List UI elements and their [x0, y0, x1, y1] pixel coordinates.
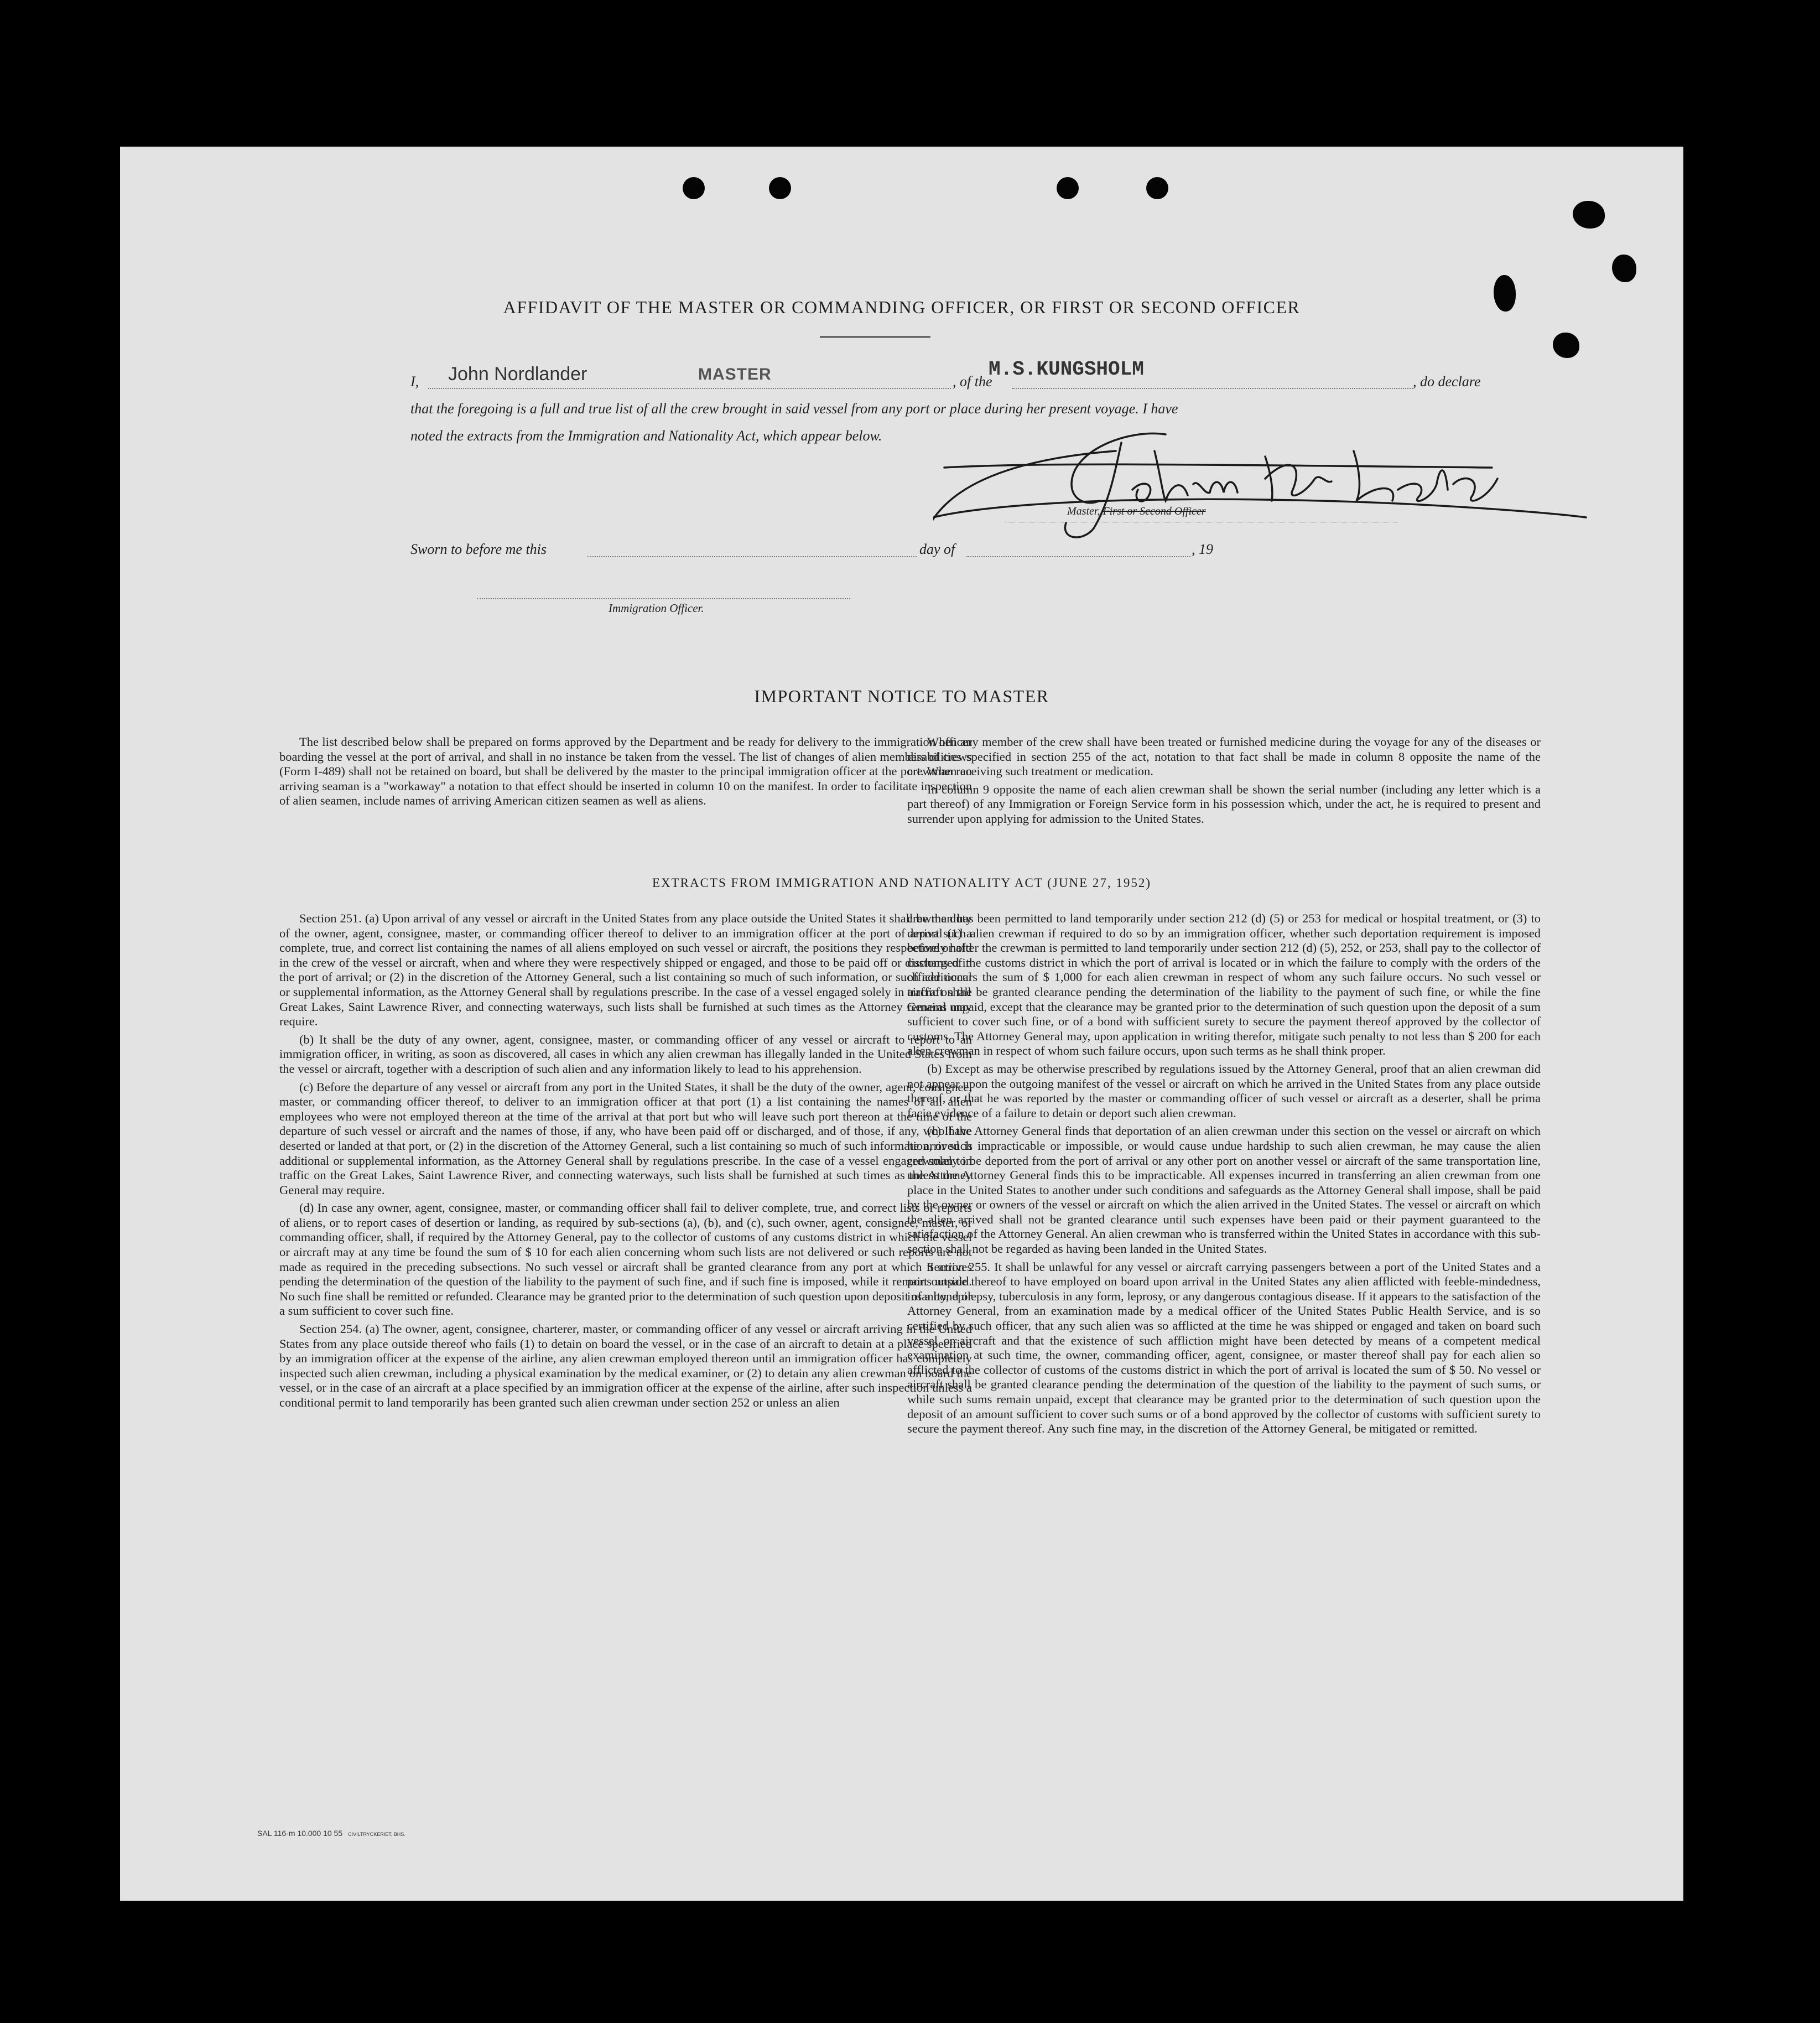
notice-right-column-text — [907, 735, 1541, 830]
section-254-a: Section 254. (a) The owner, agent, consignee, charterer, master, or commanding officer of any vessel or aircraft arriving in the United States from any place outside thereof who fails (1) to detain on board the vessel, or in the case of an aircraft to detain at a place specified by an immigration officer at the expense of the airline, any alien crewman employed thereon until an immigration officer has completely inspected such alien crewman, including a physical examination by the medical examiner, or (2) to detain any alien crewman on board the vessel, or in the case of an aircraft at a place specified by an immigration officer at the expense of the airline, after such inspection unless a conditional permit to land temporarily has been granted such alien crewman under section 252 or unless an alien — [279, 1322, 972, 1409]
section-254-c: (c) If the Attorney General finds that deportation of an alien crewman under this section on the vessel or aircraft on which he arrived is impracticable or impossible, or would cause undue hardship to such alien crewman, he may cause the alien crewman to be deported from the port of arrival or any other port on another vessel or aircraft of the same transportation line, unless the Attorney General finds this to be impracticable. All expenses incurred in transferring an alien crewman from one place in the United States to another under such conditions and safeguards as the Attorney General shall impose, shall be paid by the owner or owners of the vessel or aircraft on which the alien arrived in the United States. The vessel or aircraft on which the alien arrived shall not be granted clearance until such expenses have been paid or their payment guaranteed to the satisfaction of the Attorney General. An alien crewman who is transferred within the United States in accordance with this sub-section shall not be regarded as having been landed in the United States. — [907, 1124, 1541, 1256]
notice-right-paragraph-1: When any member of the crew shall have been treated or furnished medicine during the voyage for any of the diseases or disabilities specified in section 255 of the act, notation to that fact shall be made in column 8 opposite the name of the crewman receiving such treatment or medication. — [907, 735, 1541, 779]
section-251-d: (d) In case any owner, agent, consignee, master, or commanding officer shall fail to deliver complete, true, and correct lists or reports of aliens, or to report cases of desertion or landing, as required by sub-sections (a), (b), and (c), such owner, agent, consignee, master, or commanding officer, shall, if required by the Attorney General, pay to the collector of customs of any customs district in which the vessel or aircraft may at any time be found the sum of $ 10 for each alien concerning whom such lists are not delivered or such reports are not made as required in the preceding subsections. No such vessel or aircraft shall be granted clearance from any port at which it arrives pending the determination of the question of the liability to the payment of such fine, and if such fine is imposed, while it remains unpaid. No such fine shall be remitted or refunded. Clearance may be granted prior to the determination of such question upon deposit of a bond or a sum sufficient to cover such fine. — [279, 1201, 972, 1318]
sworn-label: Sworn to before me this — [410, 541, 547, 557]
extracts-left-column — [279, 911, 972, 1414]
name-line — [428, 388, 951, 389]
sworn-month-line — [966, 556, 1190, 557]
affidavit-i: I, — [410, 374, 419, 390]
section-254-b: (b) Except as may be otherwise prescribed by regulations issued by the Attorney General, proof that an alien crewman did not appear upon the outgoing manifest of the vessel or aircraft on which he arrived in the United States from any place outside thereof, or that he was reported by the master or commanding officer of such vessel or aircraft as a deserter, shall be prima facie evidence of a failure to detain or deport such alien crewman. — [907, 1061, 1541, 1120]
of-the-label: , of the — [953, 374, 992, 390]
punch-hole — [769, 177, 791, 199]
section-254-a-cont: crewman has been permitted to land temporarily under section 212 (d) (5) or 253 for medical or hospital treatment, or (3) to deport such alien crewman if required to do so by an immigration officer, whether such deportation requirement is imposed before or after the crewman is permitted to land temporarily under section 212 (d) (5), 252, or 253, shall pay to the collector of customs of the customs district in which the port of arrival is located or in which the failure to comply with the orders of the officer occurs the sum of $ 1,000 for each alien crewman in respect of whom any such failure occurs. No such vessel or aircraft shall be granted clearance pending the determination of the liability to the payment of such fine, or while the fine remains unpaid, except that the clearance may be granted prior to the determination of such question upon the deposit of a sum sufficient to cover such fine, or of a bond with sufficient surety to secure the payment thereof approved by the collector of customs. The Attorney General may, upon application in writing therefor, mitigate such penalty to not less than $ 200 for each alien crewman in respect of whom such failure occurs, upon such terms as he shall think proper. — [907, 911, 1541, 1058]
master-name[interactable]: John Nordlander — [448, 364, 587, 385]
signature-graphic — [933, 418, 1597, 545]
vessel-stamp: M.S.KUNGSHOLM — [989, 358, 1144, 381]
printer-name: CIVILTRYCKERIET, BHS. — [348, 1832, 405, 1837]
punch-hole — [683, 177, 705, 199]
affidavit-line-3: noted the extracts from the Immigration and Nationality Act, which appear below. — [410, 428, 882, 444]
officer-line — [477, 598, 850, 599]
signature-caption — [1067, 505, 1206, 518]
section-251-a: Section 251. (a) Upon arrival of any vessel or aircraft in the United States from any place outside the United States it shall be the duty of the owner, agent, consignee, master, or commanding officer thereof to deliver to an immigration officer at the port of arrival (1) a complete, true, and correct list containing the names of all aliens employed on such vessel or aircraft, the positions they respectively hold in the crew of the vessel or aircraft, when and where they were respectively shipped or engaged, and those to be paid off or discharged in the port of arrival; or (2) in the discretion of the Attorney General, such a list containing so much of such information, or such additional or supplemental information, as the Attorney General shall by regulations prescribe. In the case of a vessel engaged solely in traffic on the Great Lakes, Saint Lawrence River, and connecting waterways, such lists shall be furnished at such times as the Attorney General may require. — [279, 911, 972, 1029]
document-page — [120, 147, 1683, 1901]
affidavit-line-2: that the foregoing is a full and true list of all the crew brought in said vessel from any port or place during her present voyage. I have — [410, 401, 1178, 417]
ink-blot — [1553, 333, 1579, 358]
form-code: SAL 116-m 10.000 10 55 — [257, 1829, 343, 1838]
form-footer — [257, 1829, 405, 1839]
sworn-day-line — [587, 556, 917, 557]
caption-struck: First or Second Officer — [1103, 505, 1206, 517]
notice-left-paragraph: The list described below shall be prepared on forms approved by the Department and be ready for delivery to the immigration officer boarding the vessel at the port of arrival, and shall in no instance be taken from the vessel. The list of changes of alien members of crews (Form I-489) shall not be retained on board, but shall be delivered by the master to the principal immigration officer at the port. When an arriving seaman is a "workaway" a notation to that effect should be inserted in column 10 on the manifest. In order to facilitate inspection of alien seamen, include names of arriving American citizen seamen as well as aliens. — [279, 735, 972, 808]
affidavit-title: AFFIDAVIT OF THE MASTER OR COMMANDING OFFICER, OR FIRST OR SECOND OFFICER — [503, 297, 1301, 317]
extracts-right-column — [907, 911, 1541, 1440]
rank-stamp: MASTER — [698, 365, 772, 383]
punch-hole — [1146, 177, 1168, 199]
title-rule — [820, 336, 930, 338]
caption-master: Master, — [1067, 505, 1100, 517]
extracts-title: EXTRACTS FROM IMMIGRATION AND NATIONALITY ACT (JUNE 27, 1952) — [652, 876, 1152, 890]
officer-caption: Immigration Officer. — [609, 601, 704, 615]
notice-title: IMPORTANT NOTICE TO MASTER — [754, 686, 1049, 706]
day-of-label: day of — [919, 541, 955, 557]
section-251-b: (b) It shall be the duty of any owner, agent, consignee, master, or commanding officer of any vessel or aircraft to report to an immigration officer, in writing, as soon as discovered, all cases in which any alien crewman has illegally landed in the United States from the vessel or aircraft, together with a description of such alien and any information likely to lead to his apprehension. — [279, 1032, 972, 1076]
ink-blot — [1573, 201, 1605, 229]
year-label: , 19 — [1192, 541, 1213, 557]
section-255: Section 255. It shall be unlawful for any vessel or aircraft carrying passengers between a port of the United States and a port outside thereof to have employed on board upon arrival in the United States any alien afflicted with feeble-mindedness, insanity, epilepsy, tuberculosis in any form, leprosy, or any dangerous contagious disease. If it appears to the satisfaction of the Attorney General, from an examination made by a medical officer of the United States Public Health Service, and is so certified by such officer, that any such alien was so afflicted at the time he was shipped or engaged and taken on board such vessel or aircraft and that the existence of such affliction might have been detected by means of a competent medical examination at such time, the owner, commanding officer, agent, consignee, or master thereof shall pay for each alien so afflicted to the collector of customs of the customs district in which the port of arrival is located the sum of $ 50. No vessel or aircraft shall be granted clearance pending the determination of the question of the liability to the payment of such sums, or while such sums remain unpaid, except that clearance may be granted prior to the determination of such question upon the deposit of an amount sufficient to cover such sums or of a bond approved by the collector of customs with sufficient surety to secure the payment thereof. Any such fine may, in the discretion of the Attorney General, be mitigated or remitted. — [907, 1259, 1541, 1436]
section-251-c: (c) Before the departure of any vessel or aircraft from any port in the United States, it shall be the duty of the owner, agent, consignee, master, or commanding officer thereof, to deliver to an immigration officer at that port (1) a list containing the names of all alien employees who were not employed thereon at the time of the arrival at that port but who will leave such port thereon at the time of the departure of such vessel or aircraft and the names of those, if any, who have been paid off or discharged, and of those, if any, who have deserted or landed at that port, or (2) in the discretion of the Attorney General, such a list containing so much of such information, or such additional or supplemental information, as the Attorney General shall by regulations prescribe. In the case of a vessel engaged solely in traffic on the Great Lakes, Saint Lawrence River, and connecting waterways, such lists shall be furnished at such times as the Attorney General may require. — [279, 1080, 972, 1197]
declare-label: , do declare — [1413, 374, 1481, 390]
vessel-line — [1012, 388, 1413, 389]
ink-blot — [1612, 255, 1636, 282]
punch-hole — [1057, 177, 1079, 199]
notice-right-paragraph-2: In column 9 opposite the name of each alien crewman shall be shown the serial number (including any letter which is a part thereof) of any Immigration or Foreign Service form in his possession which, under the act, he is required to present and surrender upon applying for admission to the United States. — [907, 782, 1541, 826]
notice-left-column — [279, 735, 972, 812]
